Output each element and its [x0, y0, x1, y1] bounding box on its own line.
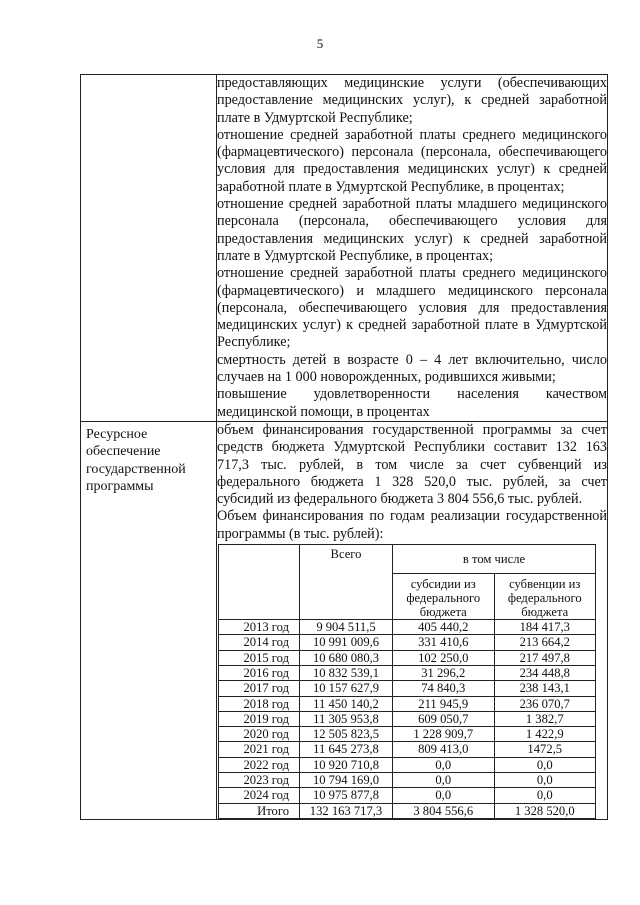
table-row [219, 757, 596, 772]
indicators-row [81, 75, 608, 422]
year-cell: 2022 год [219, 757, 300, 772]
subsidies-cell: 0,0 [393, 772, 495, 787]
year-cell: 2016 год [219, 665, 300, 680]
resources-row [81, 421, 608, 819]
totals-subsidies-cell: 3 804 556,6 [393, 803, 495, 818]
resources-label: Ресурсное обеспечение государственной программы [86, 426, 186, 495]
total-cell: 11 450 140,2 [300, 696, 393, 711]
total-cell: 11 645 273,8 [300, 742, 393, 757]
year-cell: 2017 год [219, 681, 300, 696]
total-cell: 10 794 169,0 [300, 772, 393, 787]
resources-content-cell [217, 421, 608, 819]
subsidies-cell: 74 840,3 [393, 681, 495, 696]
indicators-row-label [81, 75, 216, 79]
indicators-list-cell [217, 75, 608, 422]
subventions-cell: 238 143,1 [494, 681, 596, 696]
totals-row [219, 803, 596, 818]
table-row [219, 620, 596, 635]
table-row [219, 635, 596, 650]
subventions-cell: 0,0 [494, 772, 596, 787]
subsidies-cell: 609 050,7 [393, 711, 495, 726]
table-row [219, 711, 596, 726]
resources-label-cell [81, 421, 217, 819]
table-row [219, 788, 596, 803]
total-cell: 9 904 511,5 [300, 620, 393, 635]
total-cell: 10 975 877,8 [300, 788, 393, 803]
program-passport-table [80, 74, 608, 820]
subsidies-cell: 809 413,0 [393, 742, 495, 757]
table-row [219, 772, 596, 787]
header-total: Всего [300, 545, 393, 620]
table-row [219, 742, 596, 757]
subsidies-cell: 102 250,0 [393, 650, 495, 665]
total-cell: 12 505 823,5 [300, 727, 393, 742]
indicator-paragraph: отношение средней заработной платы среднего медицинского (фармацевтического) и младшего медицинского персонала (персонала, обеспечивающего условия для предоставления медицинских услуг) к средней заработной плате в Удмуртской Республике; [217, 265, 607, 351]
year-cell: 2014 год [219, 635, 300, 650]
total-cell: 10 920 710,8 [300, 757, 393, 772]
subsidies-cell: 0,0 [393, 788, 495, 803]
indicator-paragraph: смертность детей в возрасте 0 – 4 лет включительно, число случаев на 1 000 новорожденных, родившихся живыми; [217, 351, 607, 386]
year-cell: 2013 год [219, 620, 300, 635]
year-cell: 2020 год [219, 727, 300, 742]
subventions-cell: 236 070,7 [494, 696, 596, 711]
year-cell: 2024 год [219, 788, 300, 803]
totals-subventions-cell: 1 328 520,0 [494, 803, 596, 818]
table-row [219, 727, 596, 742]
subventions-cell: 1 382,7 [494, 711, 596, 726]
subsidies-cell: 1 228 909,7 [393, 727, 495, 742]
header-subventions: субвенции из федерального бюджета [494, 574, 596, 620]
indicator-paragraph: повышение удовлетворенности населения качеством медицинской помощи, в процентах [217, 386, 607, 420]
subventions-cell: 1472,5 [494, 742, 596, 757]
total-cell: 11 305 953,8 [300, 711, 393, 726]
table-row [219, 696, 596, 711]
subsidies-cell: 0,0 [393, 757, 495, 772]
totals-label-cell: Итого [219, 803, 300, 818]
subventions-cell: 1 422,9 [494, 727, 596, 742]
year-cell: 2023 год [219, 772, 300, 787]
financing-intro: объем финансирования государственной программы за счет средств бюджета Удмуртской Республики составит 132 163 717,3 тыс. рублей, в том числе за счет субвенций из федерального бюджета 1 328 520,0 тыс. рублей, за счет субсидий из федерального бюджета 3 804 556,6 тыс. рублей. [217, 421, 607, 508]
financing-table-body [219, 620, 596, 819]
indicator-paragraph: предоставляющих медицинские услуги (обеспечивающих предоставление медицинских услуг), к средней заработной плате в Удмуртской Республике; [217, 75, 607, 126]
year-cell: 2021 год [219, 742, 300, 757]
subsidies-cell: 31 296,2 [393, 665, 495, 680]
total-cell: 10 680 080,3 [300, 650, 393, 665]
subventions-cell: 184 417,3 [494, 620, 596, 635]
table-row [219, 681, 596, 696]
header-year-cell [219, 545, 300, 620]
financing-table [218, 544, 596, 819]
year-cell: 2019 год [219, 711, 300, 726]
subventions-cell: 0,0 [494, 788, 596, 803]
financing-by-years-caption: Объем финансирования по годам реализации государственной программы (в тыс. рублей): [217, 508, 607, 542]
year-cell: 2018 год [219, 696, 300, 711]
subventions-cell: 217 497,8 [494, 650, 596, 665]
subventions-cell: 234 448,8 [494, 665, 596, 680]
totals-total-cell: 132 163 717,3 [300, 803, 393, 818]
table-row [219, 650, 596, 665]
header-including: в том числе [393, 545, 596, 574]
year-cell: 2015 год [219, 650, 300, 665]
total-cell: 10 832 539,1 [300, 665, 393, 680]
indicator-paragraph: отношение средней заработной платы младшего медицинского персонала (персонала, обеспечивающего условия для предоставления медицинских услуг) к средней заработной плате в Удмуртской Республике, в процентах; [217, 196, 607, 264]
subsidies-cell: 331 410,6 [393, 635, 495, 650]
table-row [219, 665, 596, 680]
page-number: 5 [316, 36, 324, 51]
total-cell: 10 991 009,6 [300, 635, 393, 650]
indicator-paragraph: отношение средней заработной платы среднего медицинского (фармацевтического) персонала (персонала, обеспечивающего условия для предоставления медицинских услуг) к средней заработной плате в Удмуртской Республике, в процентах; [217, 126, 607, 195]
indicators-row-label-cell [81, 75, 217, 422]
total-cell: 10 157 627,9 [300, 681, 393, 696]
subventions-cell: 0,0 [494, 757, 596, 772]
subsidies-cell: 211 945,9 [393, 696, 495, 711]
subventions-cell: 213 664,2 [494, 635, 596, 650]
header-subsidies: субсидии из федерального бюджета [393, 574, 495, 620]
financing-table-header [219, 545, 596, 574]
subsidies-cell: 405 440,2 [393, 620, 495, 635]
